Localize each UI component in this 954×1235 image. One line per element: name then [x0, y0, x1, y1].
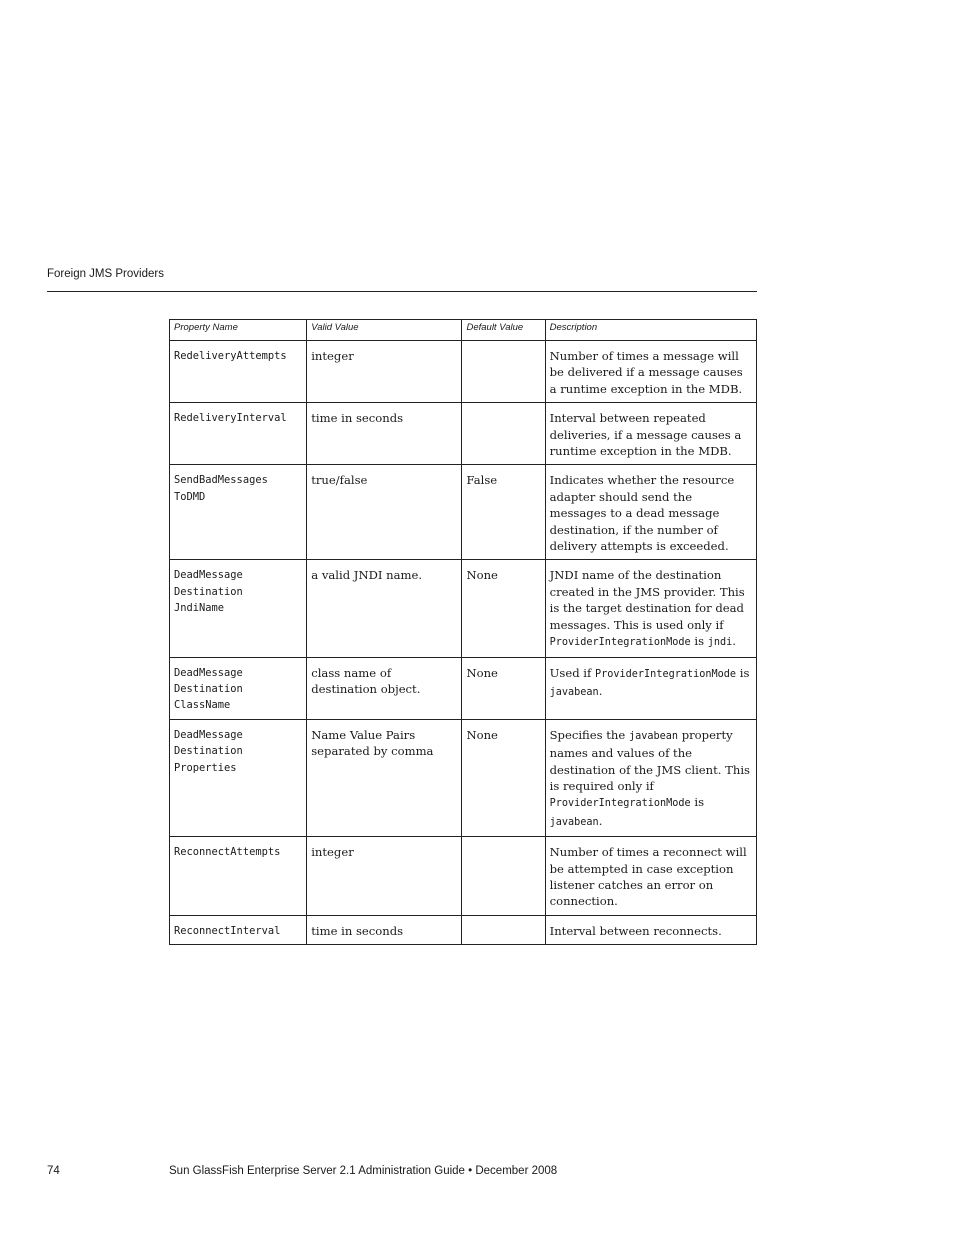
description-cell [545, 719, 756, 836]
property-name-line: Properties [174, 761, 237, 774]
property-name-cell [170, 719, 307, 836]
description-text: JNDI name of the destination created in the JMS provider. This is the target destination for dead messages. This is used only if [549, 568, 745, 632]
table-row [170, 403, 757, 465]
property-name-line: SendBadMessages [174, 474, 268, 487]
property-name-cell [170, 915, 307, 944]
inline-code: javabean [628, 730, 679, 742]
description-text: Specifies the [549, 727, 629, 742]
description-text: . [732, 634, 736, 649]
property-name-line: ClassName [174, 699, 231, 712]
property-name-line: ReconnectAttempts [174, 846, 281, 859]
property-name-cell [170, 560, 307, 657]
description-text: Indicates whether the resource adapter should send the messages to a dead message destination, if the number of delivery attempts is exceeded. [549, 473, 735, 554]
description-text: . [598, 813, 603, 828]
description-cell [545, 915, 756, 944]
table-row [170, 657, 757, 719]
property-name-line: RedeliveryAttempts [174, 350, 287, 362]
properties-table [169, 319, 757, 945]
description-text: Interval between repeated deliveries, if a message causes a runtime exception in the MDB. [549, 411, 742, 459]
valid-value-cell: time in seconds [307, 915, 462, 944]
table-row [170, 341, 757, 403]
default-value-cell [462, 403, 545, 465]
inline-code: javabean [549, 686, 599, 698]
description-cell [545, 341, 756, 403]
property-name-cell [170, 341, 307, 403]
column-header-description: Description [545, 320, 756, 341]
property-name-line: Destination [174, 745, 243, 758]
valid-value-cell: class name of destination object. [307, 657, 462, 719]
column-header-property-name: Property Name [170, 320, 307, 341]
header-divider [47, 291, 757, 292]
property-name-line: ToDMD [174, 490, 206, 503]
inline-code: ProviderIntegrationMode [594, 668, 737, 680]
property-name-cell [170, 837, 307, 916]
description-cell [545, 560, 756, 657]
default-value-cell: None [462, 719, 545, 836]
table-body [170, 341, 757, 945]
property-name-line: Destination [174, 585, 243, 598]
property-name-line: ReconnectInterval [174, 924, 281, 937]
inline-code: jndi [707, 637, 733, 649]
description-cell [545, 837, 756, 916]
description-text: Number of times a reconnect will be attempted in case exception listener catches an error on connection. [549, 845, 747, 909]
default-value-cell [462, 837, 545, 916]
description-text: is [690, 795, 705, 810]
inline-code: javabean [549, 816, 599, 828]
table-row [170, 560, 757, 657]
column-header-default-value: Default Value [462, 320, 545, 341]
description-text: Interval between reconnects. [549, 923, 722, 938]
default-value-cell: None [462, 560, 545, 657]
footer-title: Sun GlassFish Enterprise Server 2.1 Administration Guide • December 2008 [169, 1165, 558, 1177]
default-value-cell: False [462, 465, 545, 560]
valid-value-cell: true/false [307, 465, 462, 560]
valid-value-cell: a valid JNDI name. [307, 560, 462, 657]
default-value-cell: None [462, 657, 545, 719]
description-text: Number of times a message will be delivered if a message causes a runtime exception in the MDB. [549, 349, 743, 396]
property-name-cell [170, 657, 307, 719]
description-cell [545, 465, 756, 560]
description-cell [545, 657, 756, 719]
valid-value-cell: time in seconds [307, 403, 462, 465]
description-cell [545, 403, 756, 465]
default-value-cell [462, 341, 545, 403]
running-header: Foreign JMS Providers [47, 268, 164, 280]
table-header-row [170, 320, 757, 341]
valid-value-cell: integer [307, 837, 462, 916]
inline-code: ProviderIntegrationMode [549, 637, 691, 649]
property-name-line: DeadMessage [174, 666, 243, 679]
description-text: property names and values of the destination of the JMS client. This is required only if [549, 727, 750, 793]
table-row [170, 837, 757, 916]
page-number: 74 [47, 1165, 60, 1177]
property-name-line: RedeliveryInterval [174, 412, 287, 425]
table-row [170, 719, 757, 836]
description-text: Used if [549, 665, 595, 680]
property-name-cell [170, 403, 307, 465]
inline-code: ProviderIntegrationMode [549, 798, 691, 810]
column-header-valid-value: Valid Value [307, 320, 462, 341]
table-row [170, 465, 757, 560]
property-name-line: DeadMessage [174, 728, 243, 741]
description-text: . [598, 683, 603, 698]
property-name-line: DeadMessage [174, 569, 243, 582]
table-row [170, 915, 757, 944]
valid-value-cell: Name Value Pairs separated by comma [307, 719, 462, 836]
property-name-line: JndiName [174, 602, 225, 615]
property-name-cell [170, 465, 307, 560]
description-text: is [690, 634, 708, 649]
description-text: is [736, 665, 750, 680]
default-value-cell [462, 915, 545, 944]
property-name-line: Destination [174, 682, 243, 695]
valid-value-cell: integer [307, 341, 462, 403]
